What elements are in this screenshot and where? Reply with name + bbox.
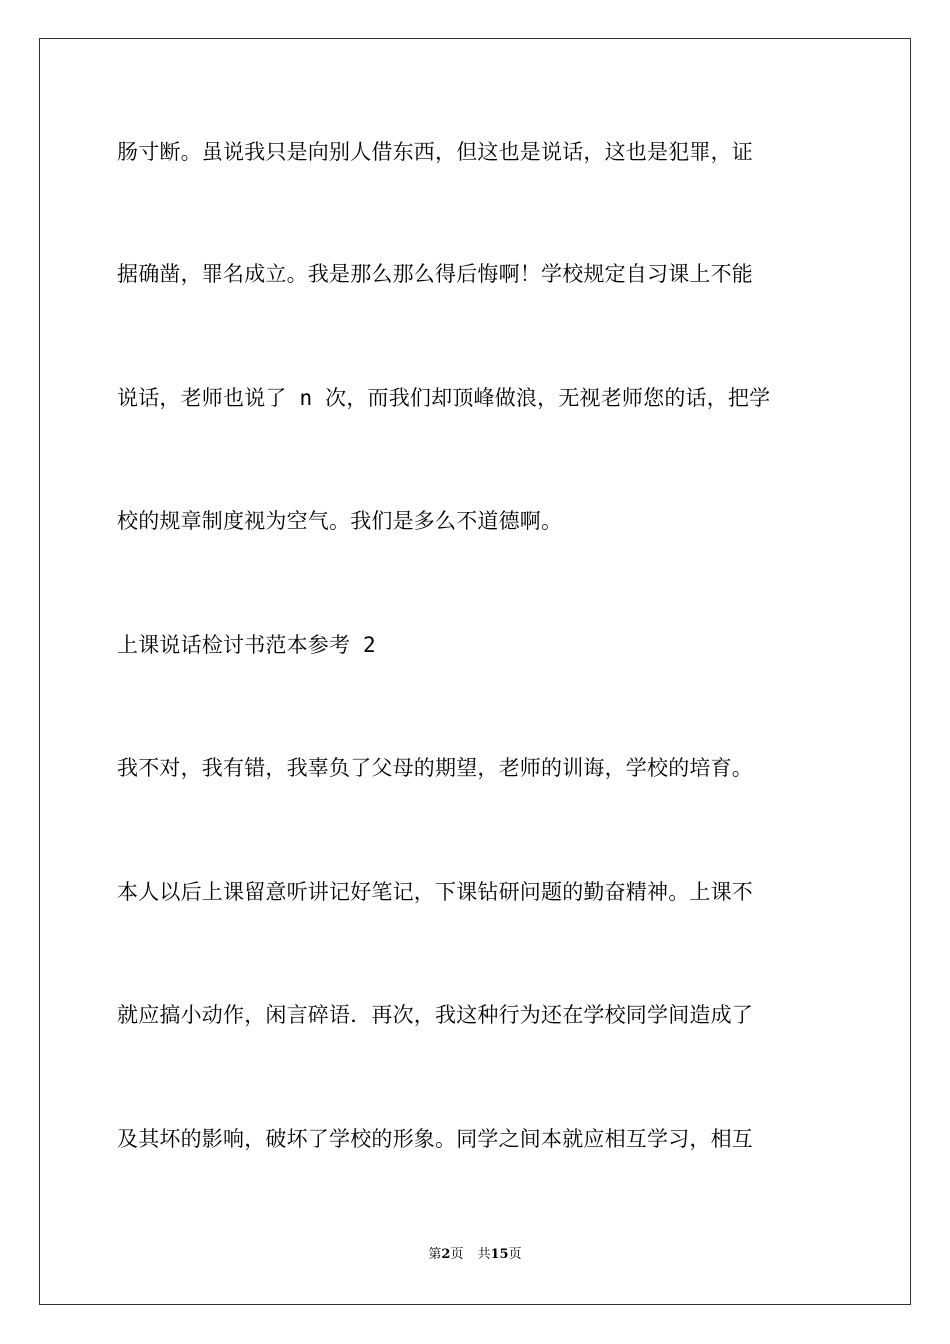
section-heading: 上课说话检讨书范本参考 2 — [117, 633, 376, 657]
current-page-number: 2 — [441, 1247, 451, 1262]
body-line-7: 本人以后上课留意听讲记好笔记，下课钻研问题的勤奋精神。上课不 — [117, 880, 753, 904]
page-border — [39, 38, 911, 1305]
body-line-8: 就应搞小动作，闲言碎语．再次，我这种行为还在学校同学间造成了 — [117, 1003, 753, 1027]
total-page-count: 15 — [490, 1247, 509, 1262]
body-line-3: 说话，老师也说了 n 次，而我们却顶峰做浪，无视老师您的话，把学 — [117, 386, 771, 410]
body-line-6: 我不对，我有错，我辜负了父母的期望，老师的训诲，学校的培育。 — [117, 756, 753, 780]
body-line-9: 及其坏的影响，破坏了学校的形象。同学之间本就应相互学习，相互 — [117, 1127, 753, 1151]
body-line-2: 据确凿，罪名成立。我是那么那么得后悔啊！学校规定自习课上不能 — [117, 262, 753, 286]
page-footer — [0, 1246, 950, 1264]
total-prefix: 共 — [477, 1247, 491, 1262]
body-line-1: 肠寸断。虽说我只是向别人借东西，但这也是说话，这也是犯罪，证 — [117, 140, 753, 164]
page-suffix: 页 — [450, 1247, 464, 1262]
total-suffix: 页 — [508, 1247, 522, 1262]
body-line-4: 校的规章制度视为空气。我们是多么不道德啊。 — [117, 509, 563, 533]
page-prefix: 第 — [428, 1247, 442, 1262]
